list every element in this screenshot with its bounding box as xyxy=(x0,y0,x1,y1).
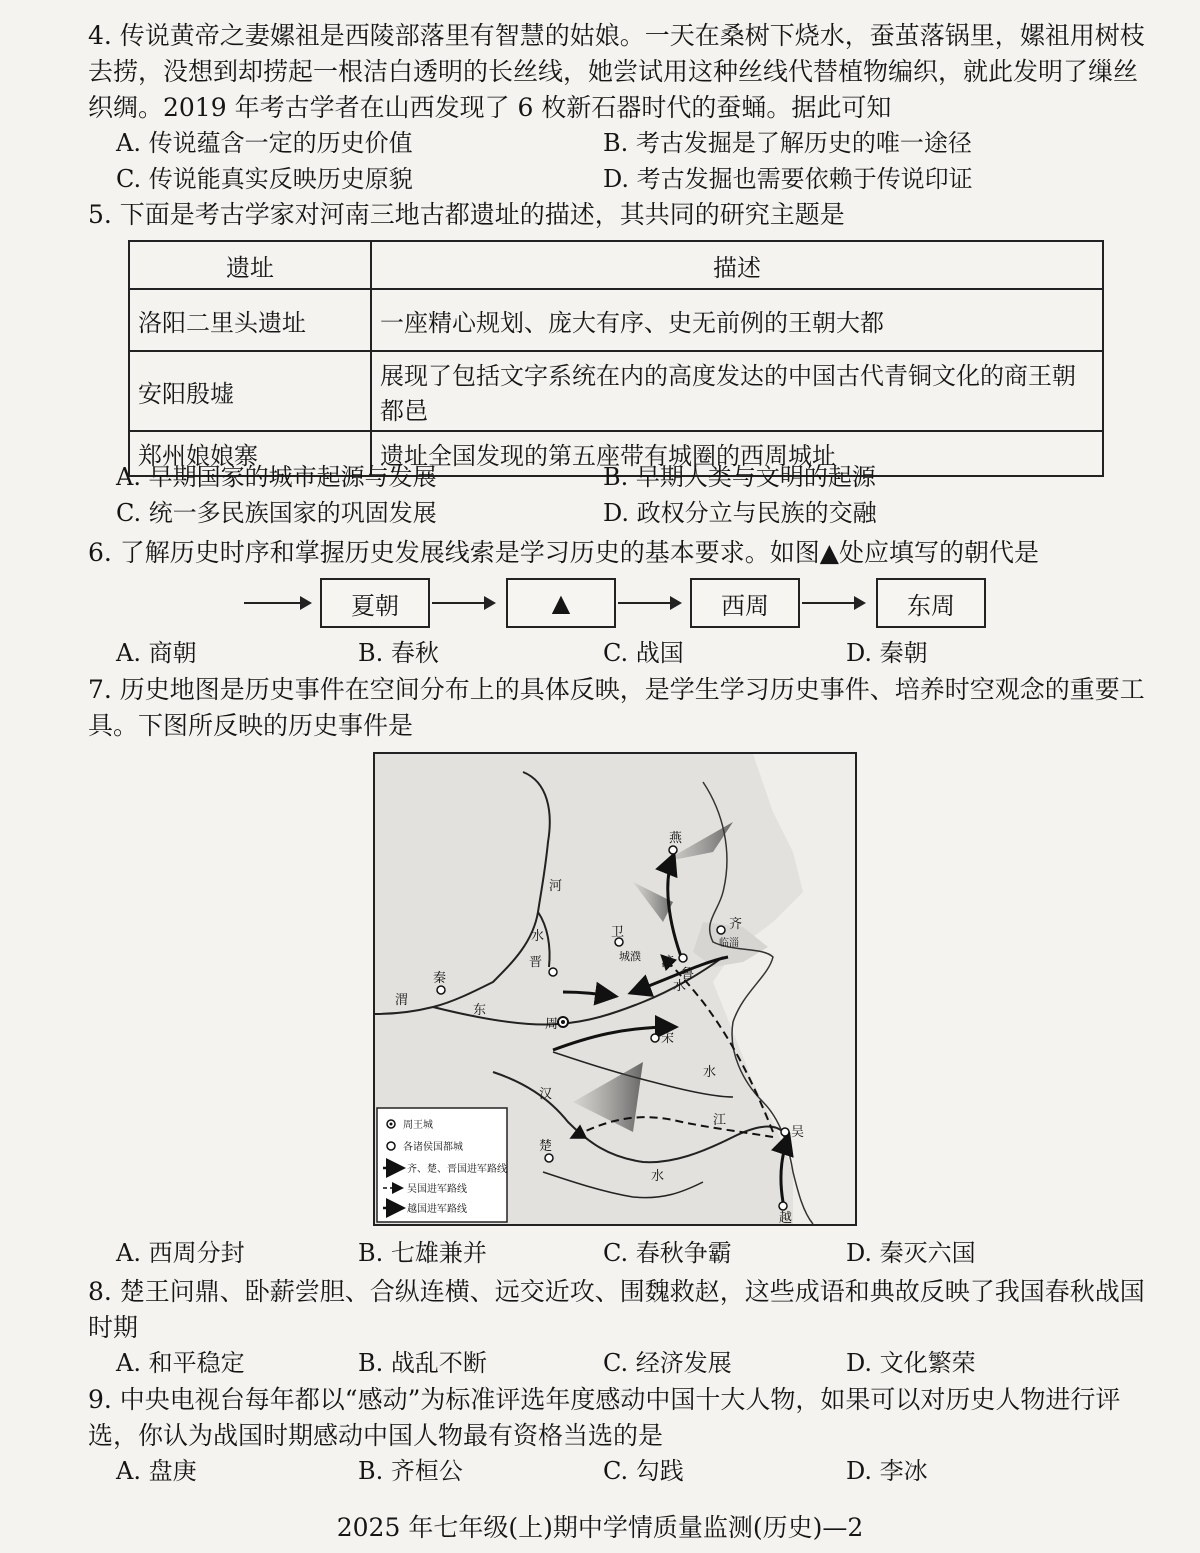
map-label-river: 水 xyxy=(703,1065,717,1080)
option-d[interactable]: D. 考古发掘也需要依赖于传说印证 xyxy=(603,165,973,193)
question-5-options xyxy=(88,460,1148,532)
map-label-wei: 卫 xyxy=(611,925,625,940)
timeline-box-xia: 夏朝 xyxy=(320,578,430,628)
map-label-river: 江 xyxy=(713,1113,727,1128)
map-label-river: 水 xyxy=(531,929,545,944)
timeline-box-blank: ▲ xyxy=(506,578,616,628)
question-6-text: 6. 了解历史时序和掌握历史发展线索是学习历史的基本要求。如图▲处应填写的朝代是 xyxy=(88,538,1040,567)
option-d[interactable]: D. 秦灭六国 xyxy=(846,1239,976,1267)
option-a[interactable]: A. 早期国家的城市起源与发展 xyxy=(116,463,437,491)
question-5-options-row2 xyxy=(88,496,1148,532)
map-label-river: 东 xyxy=(473,1003,487,1018)
table-header-site: 遗址 xyxy=(129,241,371,289)
map-label-linzi: 临淄 xyxy=(719,938,739,949)
legend-zhou-capital: 周王城 xyxy=(403,1120,433,1131)
question-7-options xyxy=(88,1236,1148,1272)
map-label-song: 宋 xyxy=(661,1031,675,1046)
map-label-chengpu: 城濮 xyxy=(619,950,641,963)
table-header-row xyxy=(129,241,1103,289)
map-label-river: 水 xyxy=(673,979,687,994)
map-label-river: 河 xyxy=(549,879,563,894)
legend-wu-route: 吴国进军路线 xyxy=(407,1184,467,1195)
question-4 xyxy=(88,18,1148,198)
question-9 xyxy=(88,1382,1148,1490)
legend-qi-chu-jin-route: 齐、楚、晋国进军路线 xyxy=(407,1164,507,1175)
option-a[interactable]: A. 传说蕴含一定的历史价值 xyxy=(116,129,413,157)
table-row xyxy=(129,351,1103,431)
map-legend xyxy=(377,1108,507,1222)
table-cell-description: 展现了包括文字系统在内的高度发达的中国古代青铜文化的商王朝都邑 xyxy=(371,351,1103,431)
question-4-options-row2 xyxy=(88,162,1148,198)
option-b[interactable]: B. 战乱不断 xyxy=(358,1349,487,1377)
map-label-river: 汉 xyxy=(539,1087,553,1102)
timeline-box-western-zhou: 西周 xyxy=(690,578,800,628)
option-c[interactable]: C. 战国 xyxy=(603,639,684,667)
timeline-arrow xyxy=(432,602,494,604)
map-label-river: 济 xyxy=(661,955,675,970)
question-5-options-row1 xyxy=(88,460,1148,496)
option-a[interactable]: A. 和平稳定 xyxy=(116,1349,245,1377)
option-a[interactable]: A. 盘庚 xyxy=(116,1457,197,1485)
question-8 xyxy=(88,1274,1148,1382)
map-label-yue: 越 xyxy=(779,1211,793,1226)
question-6-options-row xyxy=(88,636,1148,672)
question-5-text: 5. 下面是考古学家对河南三地古都遗址的描述，其共同的研究主题是 xyxy=(88,200,845,229)
table-cell-description: 遗址全国发现的第五座带有城圈的西周城址 xyxy=(371,431,1103,476)
option-b[interactable]: B. 春秋 xyxy=(358,639,439,667)
option-b[interactable]: B. 齐桓公 xyxy=(358,1457,463,1485)
question-6 xyxy=(88,535,1148,571)
page-footer: 2025 年七年级(上)期中学情质量监测(历史)—2 xyxy=(336,1513,864,1542)
map-label-wu: 吴 xyxy=(791,1125,805,1140)
table-cell-site: 郑州娘娘寨 xyxy=(129,431,371,476)
option-d[interactable]: D. 政权分立与民族的交融 xyxy=(603,499,877,527)
option-d[interactable]: D. 李冰 xyxy=(846,1457,928,1485)
legend-vassal-capital: 各诸侯国都城 xyxy=(403,1142,463,1153)
table-cell-site: 安阳殷墟 xyxy=(129,351,371,431)
question-8-options-row xyxy=(88,1346,1148,1382)
timeline-arrow xyxy=(244,602,310,604)
spring-autumn-hegemony-map xyxy=(373,752,857,1226)
map-label-chu: 楚 xyxy=(539,1139,553,1154)
map-label-zhou: 周 xyxy=(545,1017,559,1032)
map-label-qi: 齐 xyxy=(729,917,743,932)
option-a[interactable]: A. 商朝 xyxy=(116,639,197,667)
option-d[interactable]: D. 秦朝 xyxy=(846,639,928,667)
option-c[interactable]: C. 经济发展 xyxy=(603,1349,732,1377)
option-b[interactable]: B. 考古发掘是了解历史的唯一途径 xyxy=(603,129,972,157)
table-cell-description: 一座精心规划、庞大有序、史无前例的王朝大都 xyxy=(371,289,1103,351)
option-c[interactable]: C. 统一多民族国家的巩固发展 xyxy=(116,499,437,527)
map-label-river: 水 xyxy=(651,1169,665,1184)
table-row xyxy=(129,289,1103,351)
timeline-arrow xyxy=(802,602,864,604)
question-9-text: 9. 中央电视台每年都以“感动”为标准评选年度感动中国十大人物，如果可以对历史人物进行评选，你认为战国时期感动中国人物最有资格当选的是 xyxy=(88,1385,1121,1450)
sites-table xyxy=(128,240,1104,477)
option-d[interactable]: D. 文化繁荣 xyxy=(846,1349,976,1377)
map-label-jin: 晋 xyxy=(529,955,543,970)
timeline-arrow xyxy=(618,602,680,604)
question-5 xyxy=(88,197,1148,233)
option-c[interactable]: C. 春秋争霸 xyxy=(603,1239,732,1267)
map-label-qin: 秦 xyxy=(433,971,447,986)
question-9-options-row xyxy=(88,1454,1148,1490)
option-c[interactable]: C. 勾践 xyxy=(603,1457,684,1485)
question-7 xyxy=(88,672,1148,744)
map-label-river: 渭 xyxy=(395,993,409,1008)
question-7-options-row xyxy=(88,1236,1148,1272)
dynasty-timeline xyxy=(244,578,986,628)
question-7-text: 7. 历史地图是历史事件在空间分布上的具体反映，是学生学习历史事件、培养时空观念的重要工具。下图所反映的历史事件是 xyxy=(88,675,1145,740)
map-label-lu: 鲁 xyxy=(681,967,695,982)
table-cell-site: 洛阳二里头遗址 xyxy=(129,289,371,351)
question-4-text: 4. 传说黄帝之妻嫘祖是西陵部落里有智慧的姑娘。一天在桑树下烧水，蚕茧落锅里，嫘祖用树枝去捞，没想到却捞起一根洁白透明的长丝线，她尝试用这种丝线代替植物编织，就此发明了缫丝织绸。2019 年考古学者在山西发现了 6 枚新石器时代的蚕蛹。据此可知 xyxy=(88,21,1145,122)
option-b[interactable]: B. 早期人类与文明的起源 xyxy=(603,463,876,491)
option-c[interactable]: C. 传说能真实反映历史原貌 xyxy=(116,165,413,193)
option-a[interactable]: A. 西周分封 xyxy=(116,1239,245,1267)
option-b[interactable]: B. 七雄兼并 xyxy=(358,1239,487,1267)
question-8-text: 8. 楚王问鼎、卧薪尝胆、合纵连横、远交近攻、围魏救赵，这些成语和典故反映了我国春秋战国时期 xyxy=(88,1277,1145,1342)
map-label-yan: 燕 xyxy=(669,831,683,846)
question-6-options xyxy=(88,636,1148,672)
legend-yue-route: 越国进军路线 xyxy=(407,1204,467,1215)
timeline-box-eastern-zhou: 东周 xyxy=(876,578,986,628)
question-4-options-row1 xyxy=(88,126,1148,162)
table-header-description: 描述 xyxy=(371,241,1103,289)
